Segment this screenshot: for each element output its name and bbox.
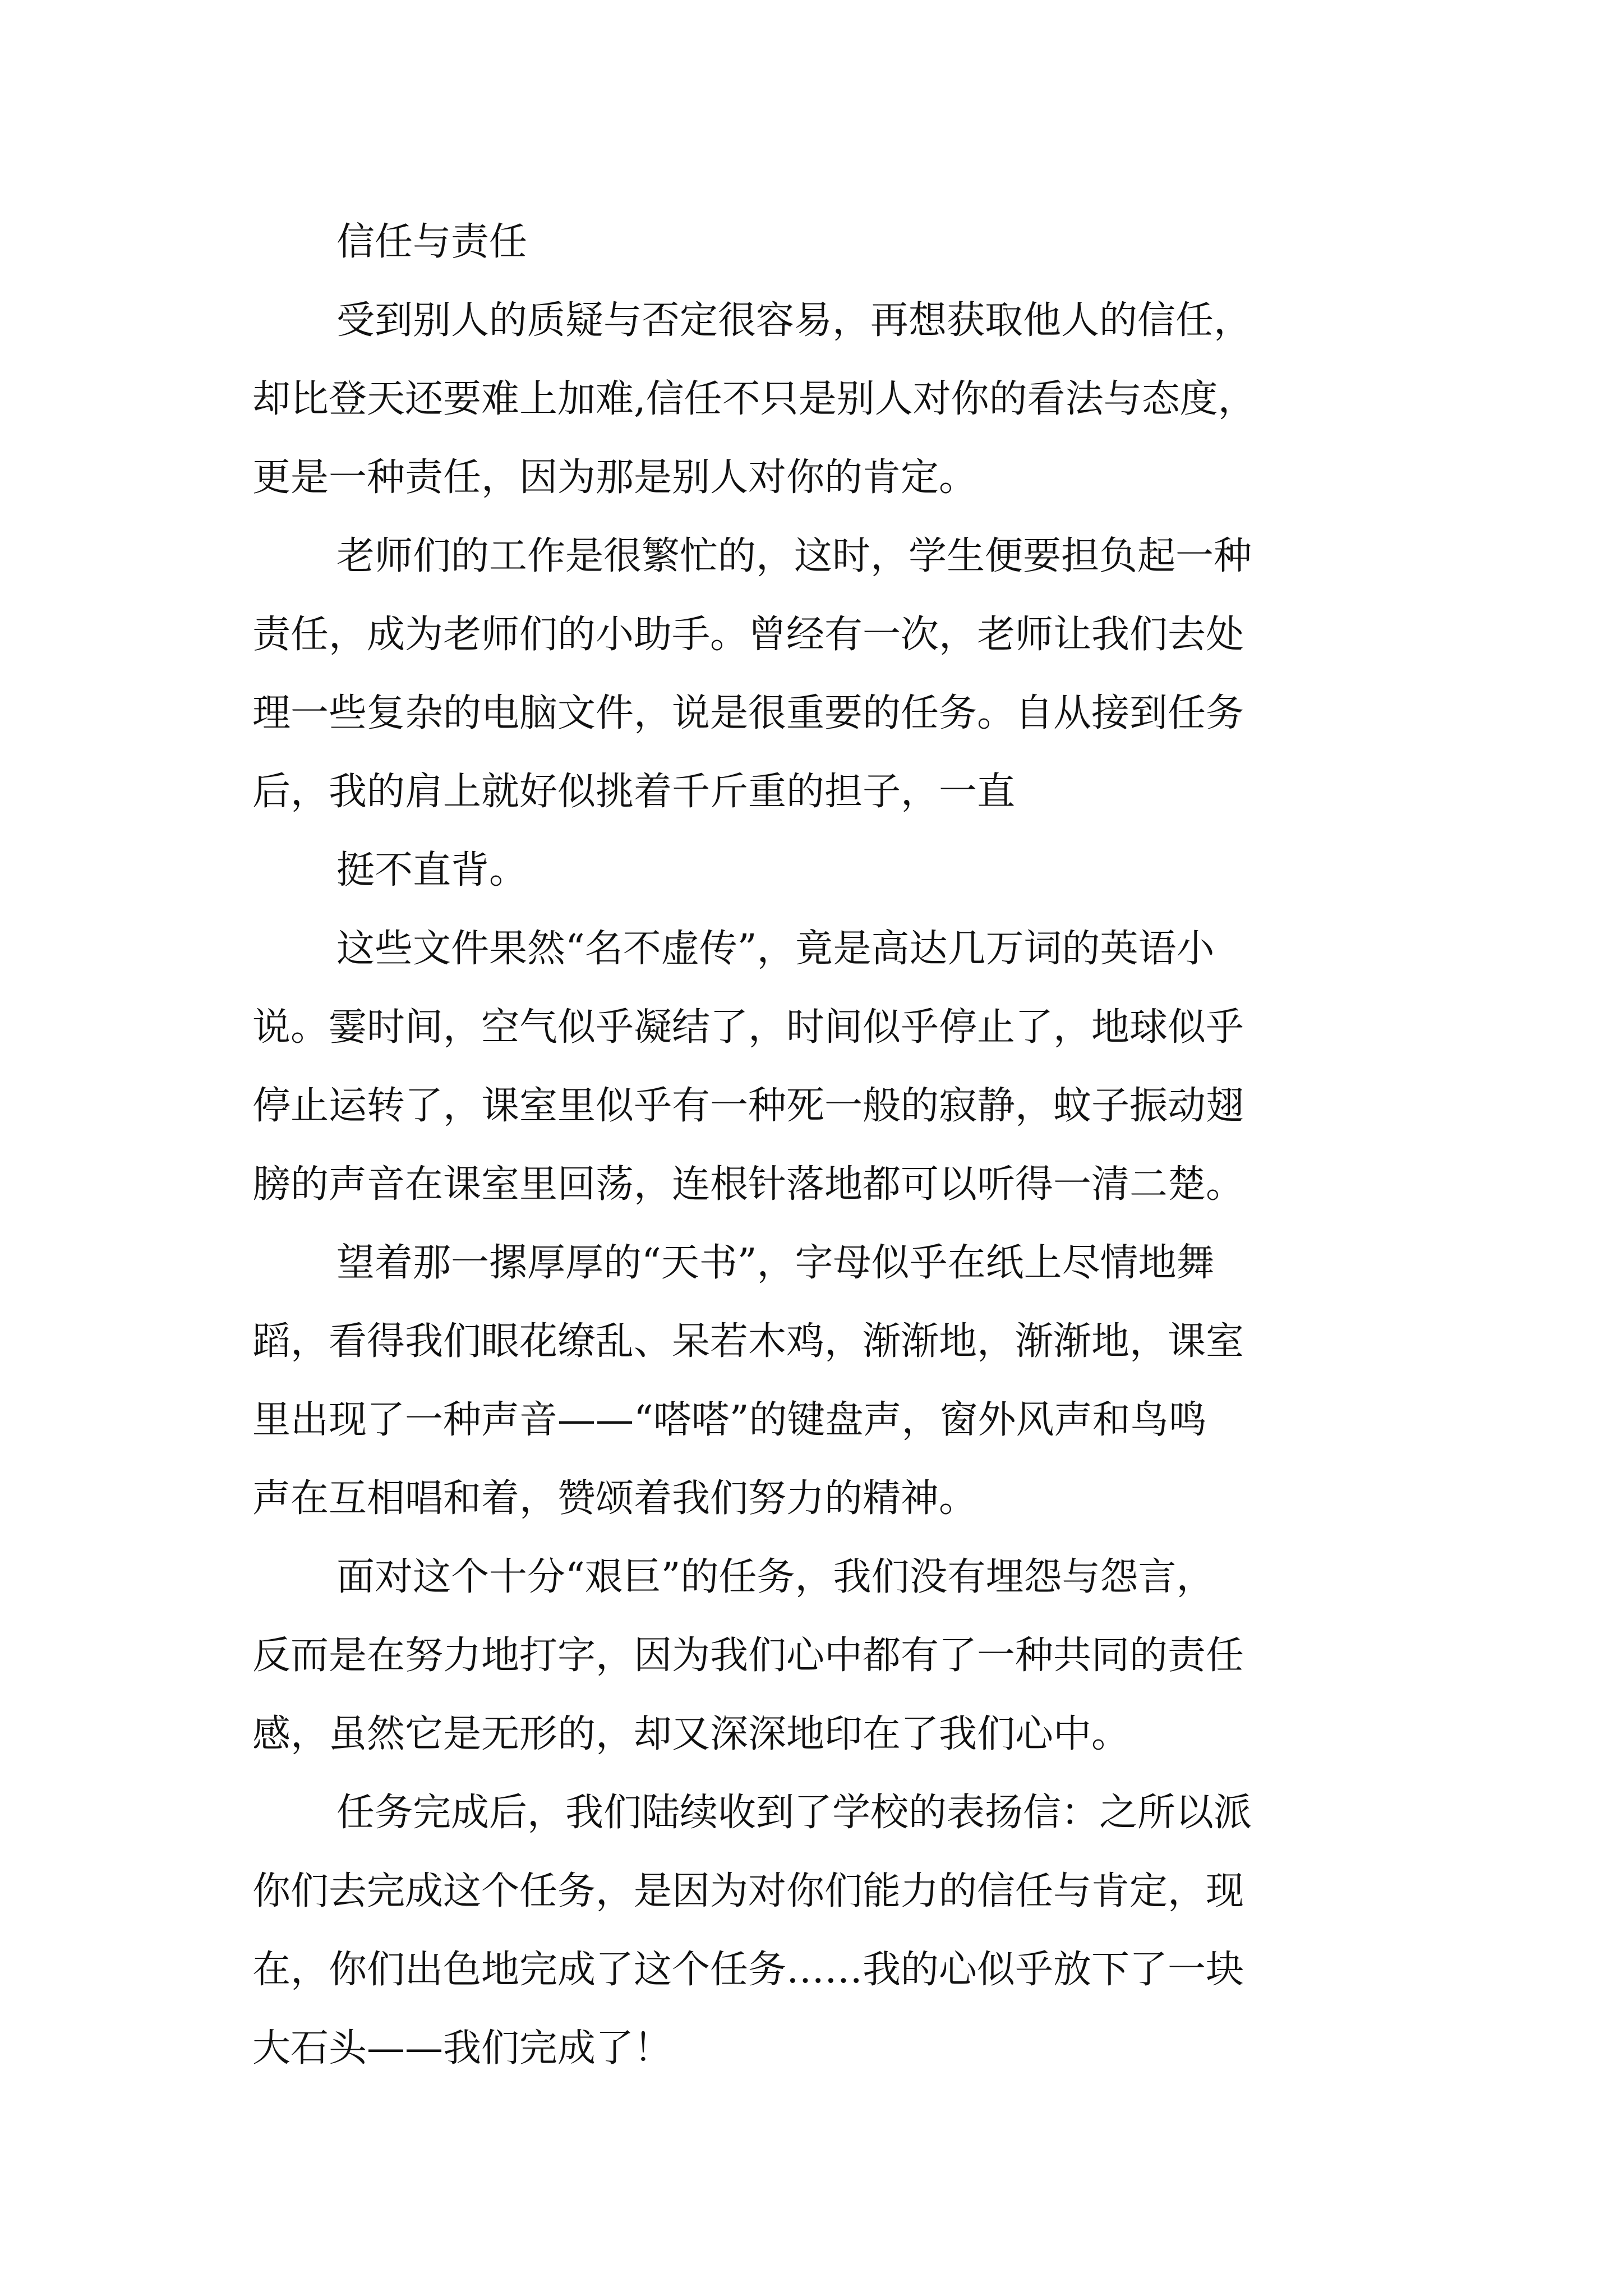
paragraph-1-line-1: 受到别人的质疑与否定很容易，再想获取他人的信任， [336,298,1252,343]
paragraph-6-line-3: 感，虽然它是无形的，却又深深地印在了我们心中。 [252,1712,1130,1756]
paragraph-5-line-1: 望着那一摞厚厚的“天书”，字母似乎在纸上尽情地舞 [336,1241,1215,1285]
paragraph-5-line-4: 声在互相唱和着，赞颂着我们努力的精神。 [252,1476,978,1521]
paragraph-1-line-2: 却比登天还要难上加难,信任不只是别人对你的看法与态度， [252,377,1256,421]
paragraph-6-line-2: 反而是在努力地打字，因为我们心中都有了一种共同的责任 [252,1634,1244,1678]
paragraph-4-line-1: 这些文件果然“名不虚传”，竟是高达几万词的英语小 [336,927,1215,971]
paragraph-7-line-2: 你们去完成这个任务，是因为对你们能力的信任与肯定，现 [252,1869,1244,1913]
paragraph-2-line-4: 后，我的肩上就好似挑着千斤重的担子，一直 [252,770,1016,814]
paragraph-3-line-1: 挺不直背。 [336,848,528,892]
paragraph-2-line-2: 责任，成为老师们的小助手。曾经有一次，老师让我们去处 [252,613,1244,657]
paragraph-4-line-3: 停止运转了，课室里似乎有一种死一般的寂静，蚊子振动翅 [252,1084,1244,1128]
document-title: 信任与责任 [336,220,528,264]
paragraph-7-line-1: 任务完成后，我们陆续收到了学校的表扬信：之所以派 [336,1791,1252,1835]
paragraph-4-line-2: 说。霎时间，空气似乎凝结了，时间似乎停止了，地球似乎 [252,1005,1244,1050]
paragraph-4-line-4: 膀的声音在课室里回荡，连根针落地都可以听得一清二楚。 [252,1162,1244,1207]
paragraph-2-line-3: 理一些复杂的电脑文件，说是很重要的任务。自从接到任务 [252,691,1244,735]
paragraph-7-line-3: 在，你们出色地完成了这个任务……我的心似乎放下了一块 [252,1948,1244,1992]
paragraph-7-line-4: 大石头——我们完成了！ [252,2026,672,2070]
paragraph-5-line-3: 里出现了一种声音——“嗒嗒”的键盘声，窗外风声和鸟鸣 [252,1398,1207,1442]
paragraph-5-line-2: 蹈，看得我们眼花缭乱、呆若木鸡，渐渐地，渐渐地，课室 [252,1319,1244,1364]
paragraph-2-line-1: 老师们的工作是很繁忙的，这时，学生便要担负起一种 [336,534,1252,578]
paragraph-6-line-1: 面对这个十分“艰巨”的任务，我们没有埋怨与怨言， [336,1555,1215,1599]
paragraph-1-line-3: 更是一种责任，因为那是别人对你的肯定。 [252,455,978,500]
